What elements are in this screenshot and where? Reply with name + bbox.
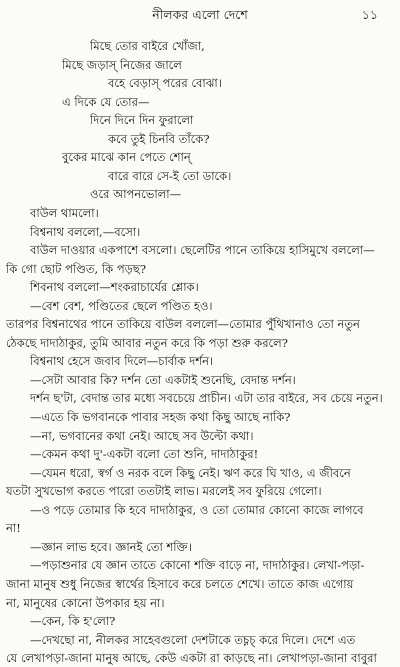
verse-line: কবে তুই চিনবি তাঁকে? [108, 131, 210, 146]
verse-line: বহে বেড়াস্‌ পরের বোঝা। [108, 76, 222, 91]
text-line: —দেখছো না, নীলকর সাহেবগুলো দেশটাকে তচ্নচ্‌ করে দিলে। দেশে এত [30, 632, 356, 647]
text-line: —ও পড়ে তোমার কি হবে দাদাঠাকুর, ও তো তোমার কোনো কাজে লাগবে [30, 502, 364, 517]
text-line: দর্শন ছ'টা, বেদান্ত তার মধ্যে সবচেয়ে প্রাচীন। এটা তার বাইরে, সব চেয়ে নতুন। [30, 391, 383, 406]
text-line: না, মানুষের কোনো উপকার হয় না। [6, 595, 165, 610]
text-line: —যেমন ধরো, স্বর্গ ও নরক বলে কিছু নেই। ঋণ করে ঘি খাও, এ জীবনে [30, 465, 351, 480]
text-line: বিশ্বনাথ হেসে জবাব দিলে—চার্বাক দর্শন। [30, 354, 214, 369]
verse-line: দিনে দিনে দিন ফুরালো [90, 113, 194, 128]
text-line: না! [6, 521, 21, 536]
verse-line: ওরে আপনভোলা— [90, 187, 182, 202]
text-line: —জ্ঞান লাভ হবে। জ্ঞানই তো শক্তি। [30, 539, 192, 554]
text-line: —পড়াশুনার যে জ্ঞান তাতে কোনো শক্তি বাড়ে না, দাদাঠাকুর। লেখা-পড়া- [30, 558, 365, 573]
text-line: —এতে কি ভগবানকে পাবার সহজ কথা কিছু আছে নাকি? [30, 410, 291, 424]
text-line: —কেন, কি হ'লো? [30, 614, 116, 629]
text-line: বাউল থামলো। [30, 205, 99, 220]
text-line: ঠেকছে দাদাঠাকুর, তুমি আবার নতুন করে কি পড়া শুরু করলে? [6, 335, 288, 350]
text-line: —না, ভগবানের কথা নেই। আছে সব উল্টো কথা। [30, 428, 254, 443]
running-header [0, 6, 400, 24]
verse-line: মিছে তোর বাইরে খোঁজা, [90, 39, 205, 53]
text-line: —বেশ বেশ, পণ্ডিতের ছেলে পণ্ডিত হও। [30, 298, 213, 313]
verse-line: বারে বারে সে-ই তো ডাকে। [108, 168, 232, 183]
text-line: যতটা সুখভোগ করতে পারো ততটাই লাভ। মরলেই সব ফুরিয়ে গেলো। [6, 484, 322, 499]
verse-line: মিছে জড়াস্‌ নিজের জালে [62, 57, 182, 72]
verse-line: বুকের মাঝে কান পেতে শোন্‌ [62, 150, 191, 165]
text-line: জানা মানুষ শুধু নিজের স্বার্থের হিসাবে করে চলতে শেখে। তাতে কাজ এগোয় [6, 576, 354, 591]
text-line: —সেটা আবার কি? দর্শন তো একটাই শুনেছি, বেদান্ত দর্শন। [30, 372, 296, 387]
text-line: বাউল দাওয়ার একপাশে বসলো। ছেলেটির পানে তাকিয়ে হাসিমুখে বললো— [30, 243, 375, 258]
text-line: তারপর বিশ্বনাথের পানে তাকিয়ে বাউল বললো—তোমার পুঁথিখানাও তো নতুন [6, 317, 360, 332]
text-line: কি গো ছোট পণ্ডিত, কি পড়ছ? [6, 261, 147, 276]
text-line: বিশ্বনাথ বললো,—বসো। [30, 224, 141, 239]
text-line: যে লেখাপড়া-জানা মানুষ আছে, কেউ একটা রা কাড়ছে না। লেখাপড়া-জানা বাবুরা [6, 651, 377, 666]
text-line: —কেমন কথা দু'-একটা বলো তো শুনি, দাদাঠাকুর! [30, 447, 259, 462]
verse-line: এ দিকে যে তোর— [62, 94, 150, 109]
chapter-title: নীলকর এলো দেশে [152, 7, 248, 22]
page-number: ১১ [361, 7, 378, 22]
text-line: শিবনাথ বললো—শংকরাচার্যের শ্লোক। [30, 280, 199, 295]
